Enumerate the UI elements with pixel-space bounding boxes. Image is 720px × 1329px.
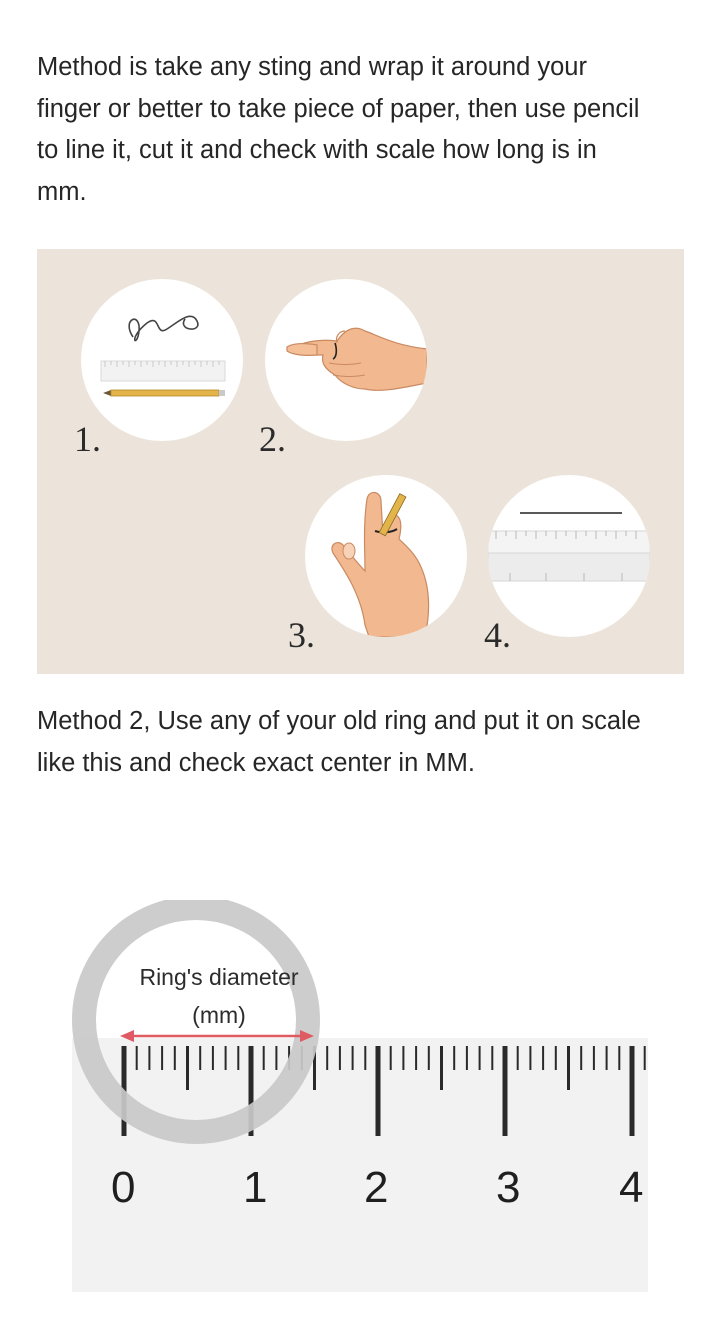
- tick-label-4: 4: [619, 1163, 644, 1212]
- tick-label-1: 1: [243, 1163, 268, 1212]
- step-2-circle: [265, 279, 427, 441]
- step-4-circle: [488, 475, 650, 637]
- ring-ruler-figure: [72, 900, 648, 1292]
- method-2-text: Method 2, Use any of your old ring and put it on scale like this and check exact center in MM.: [37, 707, 641, 777]
- tick-label-2: 2: [364, 1163, 389, 1212]
- steps-illustration: [37, 249, 684, 674]
- step-number-1: 1.: [74, 419, 101, 459]
- step-3-circle: [305, 475, 467, 637]
- finger-wrapped-string-icon: [265, 279, 427, 441]
- pencil-marking-finger-icon: [305, 475, 467, 637]
- ring-diameter-label: Ring's diameter (mm): [139, 964, 299, 1028]
- tick-label-0: 0: [111, 1163, 136, 1212]
- step-number-3: 3.: [288, 615, 315, 655]
- method-1-text: Method is take any sting and wrap it around your finger or better to take piece of paper, then use pencil to line it, cut it and check with scale how long is in mm.: [37, 53, 640, 206]
- measure-on-ruler-icon: [488, 475, 650, 637]
- ruler-string-pencil-icon: [81, 279, 243, 441]
- step-number-4: 4.: [484, 615, 511, 655]
- tick-label-3: 3: [496, 1163, 521, 1212]
- step-1-circle: [81, 279, 243, 441]
- step-number-2: 2.: [259, 419, 286, 459]
